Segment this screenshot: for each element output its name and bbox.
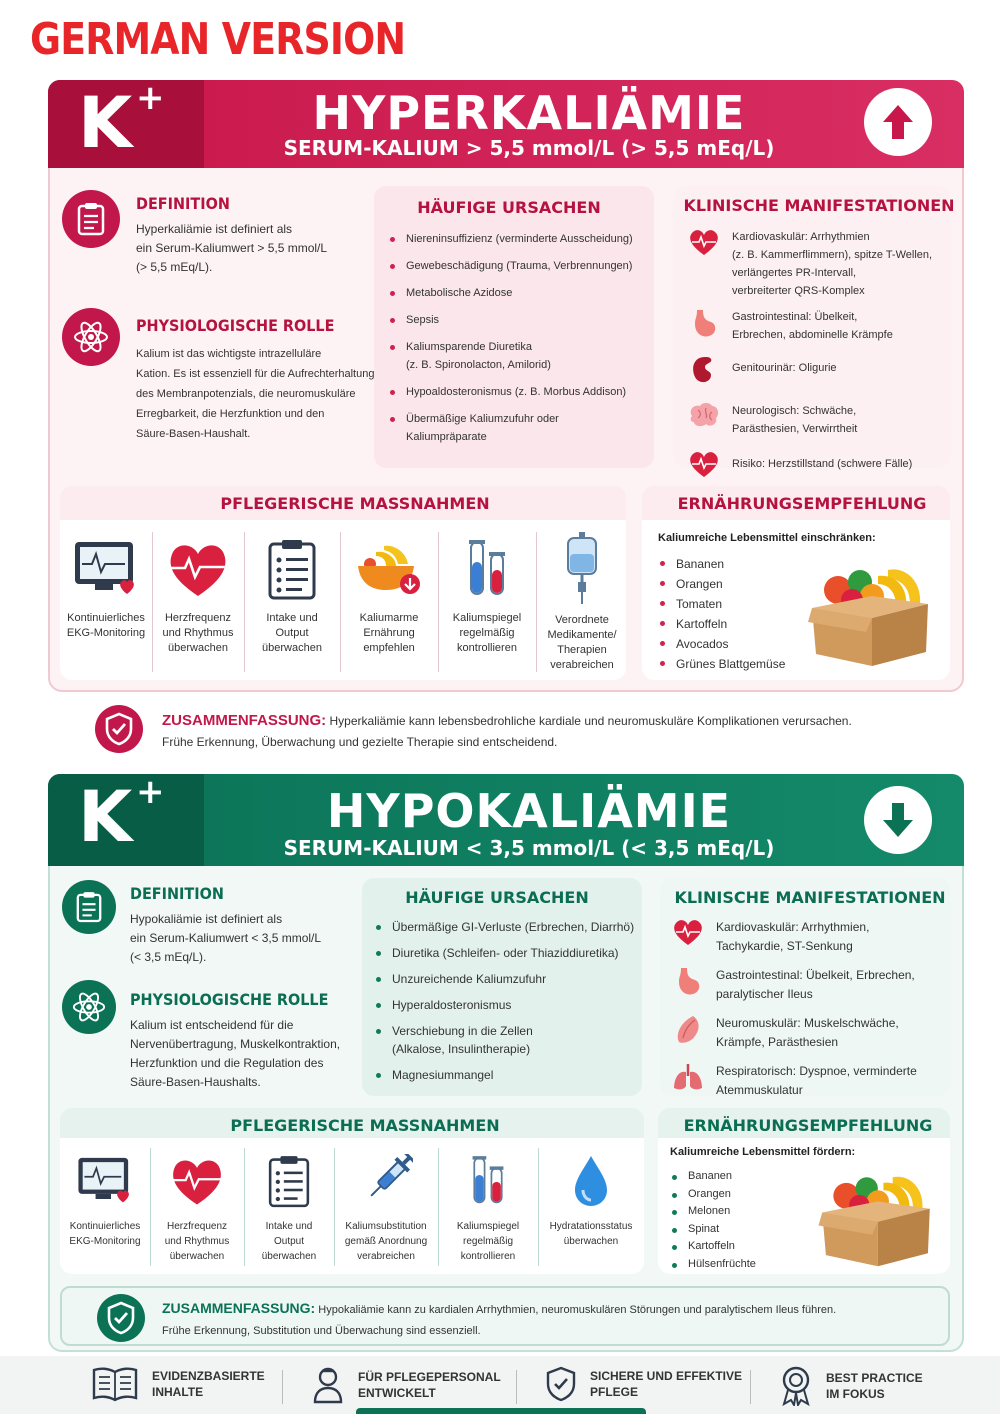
hypo-header: K + HYPOKALIÄMIE SERUM-KALIUM < 3,5 mmol/L (< 3,5 mEq/L)	[48, 774, 964, 866]
hyperkalemia-section	[48, 80, 964, 692]
kidney-icon	[686, 355, 722, 390]
footer-item: SICHERE UND EFFEKTIVE PFLEGE	[546, 1366, 742, 1402]
fruit-bowl-icon	[354, 538, 424, 600]
page-title: HYPERKALIÄMIE	[312, 86, 746, 140]
atom-icon	[62, 308, 120, 366]
hyper-summary	[48, 698, 964, 760]
summary-text: Frühe Erkennung, Überwachung und gezielte Therapie sind entscheidend.	[162, 735, 558, 749]
shield-check-icon	[96, 1293, 146, 1348]
clipboard-icon	[62, 880, 116, 934]
nutrition-lead: Kaliumreiche Lebensmittel einschränken:	[658, 532, 876, 544]
list-item: Verschiebung in die Zellen (Alkalose, Insulintherapie)	[374, 1022, 636, 1058]
version-label: GERMAN VERSION	[30, 14, 406, 65]
nutrition-list: Bananen Orangen Melonen Spinat Kartoffeln Hülsenfrüchte	[670, 1168, 820, 1273]
definition-title: DEFINITION	[130, 884, 224, 903]
heart-rhythm-icon	[165, 538, 231, 600]
nutrition-list: Bananen Orangen Tomaten Kartoffeln Avocados Grünes Blattgemüse	[658, 554, 818, 674]
list-item: Hypoaldosteronismus (z. B. Morbus Addison)	[388, 383, 650, 401]
nursing-item: Kaliumarme Ernährung empfehlen	[340, 538, 438, 656]
clipboard-icon	[265, 1154, 313, 1208]
nursing-item: Intake und Output überwachen	[244, 1154, 334, 1264]
footer-item: BEST PRACTICE IM FOKUS	[780, 1366, 923, 1406]
brain-icon	[686, 402, 722, 433]
manifestations-list: Kardiovaskulär: Arrhythmien (z. B. Kammerflimmern), spitze T-Wellen, verlängertes PR-Intervall, verbreiterter QRS-Komplex Gastrointestinal: Übelkeit, Erbrechen, abdominelle Krämpfe Genitourinär: Oligurie Neurologisch: Schwäche, Parästhesien, Verwirrtheit Risiko: Herzstillstand (schwere Fälle)	[686, 228, 948, 483]
nursing-item: Intake und Output überwachen	[244, 538, 340, 656]
list-item: Gewebeschädigung (Trauma, Verbrennungen)	[388, 257, 650, 275]
definition-text: Hyperkaliämie ist definiert als ein Serum-Kaliumwert > 5,5 mmol/L (> 5,5 mEq/L).	[136, 222, 328, 274]
nursing-item: Hydratationsstatus überwachen	[538, 1154, 644, 1249]
nurse-icon	[312, 1366, 344, 1404]
footer-item: EVIDENZBASIERTE INHALTE	[92, 1366, 265, 1402]
list-item: Unzureichende Kaliumzufuhr	[374, 970, 636, 988]
nutrition-title: ERNÄHRUNGSEMPFEHLUNG	[677, 494, 927, 513]
list-item: Hyperaldosteronismus	[374, 996, 636, 1014]
causes-list	[374, 918, 636, 1084]
arrow-down-icon	[864, 786, 932, 854]
role-text: Kalium ist entscheidend für die Nervenübertragung, Muskelkontraktion, Herzfunktion und die Regulation des Säure-Basen-Haushalts.	[130, 1018, 341, 1089]
list-item: Diuretika (Schleifen- oder Thiaziddiuretika)	[374, 944, 636, 962]
hyper-header: K + HYPERKALIÄMIE SERUM-KALIUM > 5,5 mmol/L (> 5,5 mEq/L)	[48, 80, 964, 168]
nursing-title: PFLEGERISCHE MASSNAHMEN	[230, 1116, 500, 1135]
summary-label: ZUSAMMENFASSUNG:	[162, 712, 327, 729]
nursing-title: PFLEGERISCHE MASSNAHMEN	[220, 494, 490, 513]
summary-text: Frühe Erkennung, Substitution und Überwachung sind essenziell.	[162, 1325, 481, 1337]
causes-list	[388, 230, 650, 446]
ekg-monitor-icon	[75, 1154, 135, 1208]
list-item: Übermäßige GI-Verluste (Erbrechen, Diarrhö)	[374, 918, 636, 936]
causes-title: HÄUFIGE URSACHEN	[405, 888, 589, 907]
footer-item: FÜR PFLEGEPERSONAL ENTWICKELT	[312, 1366, 501, 1404]
page-subtitle: SERUM-KALIUM < 3,5 mmol/L (< 3,5 mEq/L)	[283, 836, 775, 860]
hypo-summary	[60, 1286, 950, 1346]
manifestations-title: KLINISCHE MANIFESTATIONEN	[674, 888, 946, 907]
role-text: Kalium ist das wichtigste intrazelluläre Kation. Es ist essenziell für die Aufrechterhaltung des Membranpotenzials, die neuromuskuläre Erregbarkeit, die Herzfunktion und den Säure-Basen-Haushalt.	[136, 348, 375, 440]
water-drop-icon	[571, 1154, 611, 1208]
nursing-item: Verordnete Medikamente/ Therapien verabreichen	[536, 532, 628, 673]
arrow-up-icon	[864, 88, 932, 156]
nursing-item: Kaliumspiegel regelmäßig kontrollieren	[438, 1154, 538, 1264]
summary-text: Hyperkaliämie kann lebensbedrohliche kardiale und neuromuskuläre Komplikationen verursachen.	[326, 714, 852, 728]
list-item: Niereninsuffizienz (verminderte Ausscheidung)	[388, 230, 650, 248]
list-item: Metabolische Azidose	[388, 284, 650, 302]
heart-rhythm-icon	[168, 1154, 226, 1208]
summary-text: Hypokaliämie kann zu kardialen Arrhythmien, neuromuskulären Störungen und paralytischem Ileus führen.	[315, 1304, 837, 1316]
clipboard-icon	[264, 538, 320, 600]
clipboard-icon	[62, 190, 120, 248]
book-icon	[92, 1366, 138, 1402]
nursing-item: Kaliumspiegel regelmäßig kontrollieren	[438, 538, 536, 656]
award-icon	[780, 1366, 812, 1406]
nursing-item: Kontinuierliches EKG-Monitoring	[60, 1154, 150, 1249]
nursing-item: Kontinuierliches EKG-Monitoring	[60, 538, 152, 641]
shield-check-icon	[546, 1366, 576, 1402]
heart-icon	[686, 450, 722, 483]
stomach-icon	[686, 308, 722, 345]
ekg-monitor-icon	[71, 538, 141, 600]
causes-title: HÄUFIGE URSACHEN	[417, 198, 601, 217]
food-box-icon	[808, 560, 932, 670]
nursing-item: Herzfrequenz und Rhythmus überwachen	[150, 1154, 244, 1264]
summary-label: ZUSAMMENFASSUNG:	[162, 1300, 316, 1316]
definition-text: Hypokaliämie ist definiert als ein Serum-Kaliumwert < 3,5 mmol/L (< 3,5 mEq/L).	[130, 912, 322, 964]
test-tubes-icon	[459, 538, 515, 600]
lungs-icon	[670, 1062, 706, 1097]
food-box-icon	[818, 1168, 934, 1270]
page-subtitle: SERUM-KALIUM > 5,5 mmol/L (> 5,5 mEq/L)	[283, 136, 775, 160]
nutrition-lead: Kaliumreiche Lebensmittel fördern:	[670, 1146, 856, 1158]
heart-icon	[686, 228, 722, 261]
definition-title: DEFINITION	[136, 194, 230, 213]
stomach-icon	[670, 966, 706, 1003]
role-title: PHYSIOLOGISCHE ROLLE	[130, 990, 329, 1009]
nursing-item: Kaliumsubstitution gemäß Anordnung verabreichen	[334, 1154, 438, 1264]
manifestations-title: KLINISCHE MANIFESTATIONEN	[683, 196, 955, 215]
potassium-symbol: K	[78, 82, 133, 164]
heart-icon	[670, 918, 706, 951]
nutrition-title: ERNÄHRUNGSEMPFEHLUNG	[683, 1116, 933, 1135]
list-item: Übermäßige Kaliumzufuhr oder Kaliumpräparate	[388, 410, 650, 446]
nursing-item: Herzfrequenz und Rhythmus überwachen	[152, 538, 244, 656]
muscle-icon	[670, 1014, 706, 1051]
syringe-icon	[359, 1154, 413, 1208]
shield-check-icon	[94, 704, 144, 759]
list-item: Magnesiummangel	[374, 1066, 636, 1084]
test-tubes-icon	[464, 1154, 512, 1208]
atom-icon	[62, 980, 116, 1034]
list-item: Sepsis	[388, 311, 650, 329]
iv-bag-icon	[562, 532, 602, 606]
potassium-symbol: K	[78, 776, 133, 858]
manifestations-list: Kardiovaskulär: Arrhythmien, Tachykardie, ST-Senkung Gastrointestinal: Übelkeit, Erbrechen, paralytischer Ileus Neuromuskulär: Muskelschwäche, Krämpfe, Parästhesien Respiratorisch: Dyspnoe, verminderte Atemmuskulatur	[670, 918, 950, 1100]
list-item: Kaliumsparende Diuretika (z. B. Spironolacton, Amilorid)	[388, 338, 650, 374]
hypokalemia-section	[48, 774, 964, 1352]
role-title: PHYSIOLOGISCHE ROLLE	[136, 316, 335, 335]
page-title: HYPOKALIÄMIE	[326, 784, 732, 838]
